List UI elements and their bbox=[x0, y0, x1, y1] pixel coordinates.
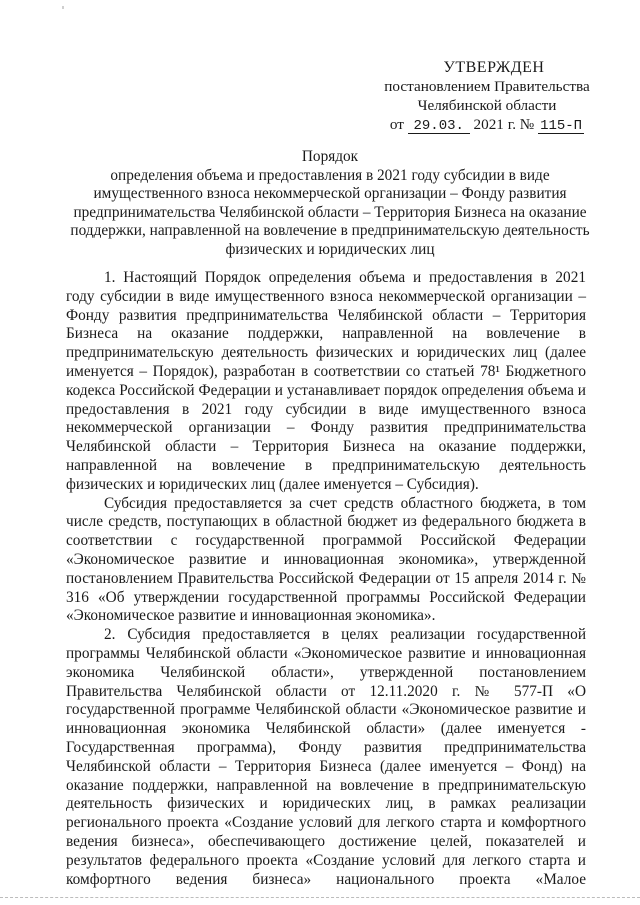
title-line: определения объема и предоставления в 2021 году субсидии в виде bbox=[110, 166, 550, 184]
approval-heading: УТВЕРЖДЕН bbox=[443, 59, 545, 76]
approval-line-2: Челябинской области bbox=[417, 97, 557, 114]
title-word: Порядок bbox=[301, 148, 359, 165]
approval-stamp bbox=[372, 58, 602, 134]
year-text: 2021 г. № bbox=[473, 116, 535, 133]
scan-mark bbox=[62, 6, 64, 9]
paragraph-2: Субсидия предоставляется за счет средств областного бюджета, в том числе средств, поступающих в областной бюджет из федерального бюджета в соответствии с государственной программой Российской Федерации «Экономическое развитие и инновационная экономика», утвержденной постановлением Правительства Российской Федерации от 15 апреля 2014 г. № 316 «Об утверждении государственной программы Российской Федерации «Экономическое развитие и инновационная экономика». bbox=[66, 494, 586, 625]
title-line: предпринимательства Челябинской области – Территория Бизнеса на оказание bbox=[73, 203, 587, 221]
approval-line-1: постановлением Правительства bbox=[384, 78, 590, 95]
approval-number: 115-П bbox=[540, 118, 583, 134]
approval-date: 29.03. bbox=[408, 119, 470, 134]
approval-date-line bbox=[372, 115, 602, 134]
document-body bbox=[66, 269, 586, 889]
paragraph-1: 1. Настоящий Порядок определения объема и предоставления в 2021 году субсидии в виде имущественного взноса некоммерческой организации – Фонду развития предпринимательства Челябинской области – Территория Бизнеса на оказание поддержки, направленной на вовлечение в предпринимательскую деятельность физических и юридических лиц (далее именуется – Порядок), разработан в соответствии со статьей 78¹ Бюджетного кодекса Российской Федерации и устанавливает порядок определения объема и предоставления в 2021 году субсидии в виде имущественного взноса некоммерческой организации – Фонду развития предпринимательства Челябинской области – Территория Бизнеса на оказание поддержки, направленной на вовлечение в предпринимательскую деятельность физических и юридических лиц (далее именуется – Субсидия). bbox=[66, 269, 586, 493]
title-line: физических и юридических лиц bbox=[225, 240, 435, 258]
document-title bbox=[60, 148, 600, 260]
title-line: поддержки, направленной на вовлечение в предпринимательскую деятельность bbox=[70, 222, 590, 240]
from-prefix: от bbox=[389, 116, 404, 133]
title-line: имущественного взноса некоммерческой организации – Фонду развития bbox=[93, 185, 567, 203]
paragraph-3: 2. Субсидия предоставляется в целях реализации государственной программы Челябинской области «Экономическое развитие и инновационная экономика Челябинской области», утвержденной постановлением Правительства Челябинской области от 12.11.2020 г. № 577-П «О государственной программе Челябинской области «Экономическое развитие и инновационная экономика Челябинской области» (далее именуется - Государственная программа), Фонду развития предпринимательства Челябинской области – Территория Бизнеса (далее именуется – Фонд) на оказание поддержки, направленной на вовлечение в предпринимательскую деятельность физических и юридических лиц, в рамках реализации регионального проекта «Создание условий для легкого старта и комфортного ведения бизнеса», обеспечивающего достижение целей, показателей и результатов федерального проекта «Создание условий для легкого старта и комфортного ведения бизнеса» национального проекта «Малое bbox=[66, 626, 586, 888]
page-bottom-rule bbox=[0, 897, 640, 898]
